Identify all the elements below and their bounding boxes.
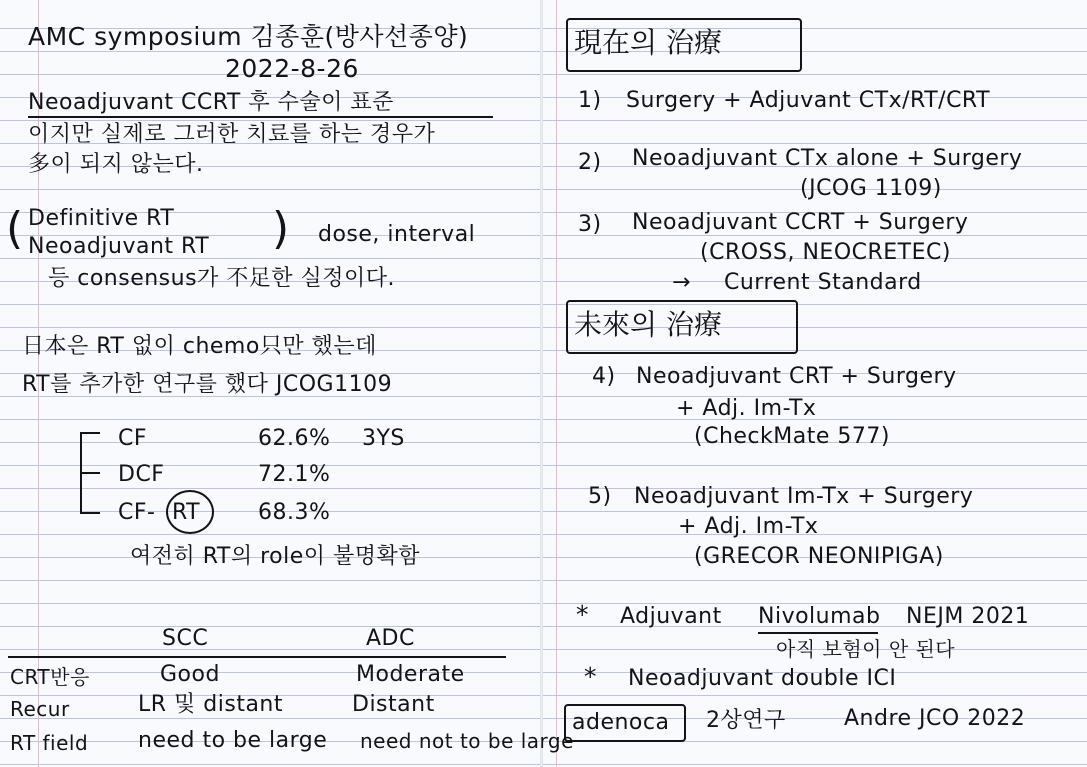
current-item-3-ref: (CROSS, NEOCRETEC) bbox=[700, 240, 951, 265]
jcog-line-1: 日本은 RT 없이 chemo只만 했는데 bbox=[22, 334, 377, 359]
current-item-2-ref: (JCOG 1109) bbox=[800, 176, 942, 201]
note-star-2: * bbox=[584, 662, 597, 691]
rt-consensus-line: 등 consensus가 不足한 실정이다. bbox=[48, 266, 396, 291]
section-current-title: 現在의 治療 bbox=[574, 26, 722, 59]
note-adenoca: adenoca bbox=[572, 710, 670, 735]
comparison-header-scc: SCC bbox=[162, 626, 209, 651]
note-star-1: * bbox=[576, 600, 589, 629]
header-date: 2022-8-26 bbox=[225, 54, 359, 83]
section-future-title: 未來의 治療 bbox=[574, 308, 722, 341]
conclusion-line: 여전히 RT의 role이 불명확함 bbox=[130, 544, 421, 569]
future-num-5: 5) bbox=[588, 484, 612, 509]
comparison-row-label: RT field bbox=[10, 731, 89, 755]
result-value-dcf: 72.1% bbox=[258, 462, 331, 487]
result-note-3ys: 3YS bbox=[362, 426, 405, 451]
future-item-4-ref: (CheckMate 577) bbox=[694, 424, 890, 449]
future-item-4: Neoadjuvant CRT + Surgery bbox=[636, 364, 957, 389]
comparison-cell: LR 및 distant bbox=[138, 692, 283, 717]
intro-underline bbox=[28, 116, 493, 118]
future-item-5-ref: (GRECOR NEONIPIGA) bbox=[694, 544, 944, 569]
comparison-cell: Distant bbox=[352, 692, 435, 717]
current-standard-label: Current Standard bbox=[724, 270, 922, 295]
future-num-4: 4) bbox=[592, 364, 616, 389]
future-item-4-adj: + Adj. Im-Tx bbox=[676, 396, 817, 421]
note-double-ici: Neoadjuvant double ICI bbox=[628, 666, 897, 691]
jcog-line-2: RT를 추가한 연구를 했다 JCOG1109 bbox=[22, 372, 393, 397]
comparison-row-label: Recur bbox=[10, 697, 70, 721]
result-arm-cf: CF bbox=[118, 426, 148, 451]
intro-line-2: 이지만 실제로 그러한 치료를 하는 경우가 bbox=[28, 122, 436, 147]
result-arm-cf-rt: CF- bbox=[118, 500, 156, 525]
current-item-1: Surgery + Adjuvant CTx/RT/CRT bbox=[626, 88, 991, 113]
rt-item-neoadjuvant: Neoadjuvant RT bbox=[28, 234, 210, 259]
nivolumab-underline bbox=[758, 632, 878, 634]
note-adjuvant-prefix: Adjuvant bbox=[620, 604, 722, 629]
note-insurance: 아직 보험이 안 된다 bbox=[776, 637, 956, 661]
results-bracket-top bbox=[80, 432, 100, 434]
rt-bracket-close: ) bbox=[272, 203, 290, 254]
comparison-row-label: CRT반응 bbox=[10, 665, 90, 689]
comparison-cell: need not to be large bbox=[360, 729, 574, 753]
rt-bracket-open: ( bbox=[6, 203, 24, 254]
result-value-cf: 62.6% bbox=[258, 426, 331, 451]
note-andre-ref: Andre JCO 2022 bbox=[844, 706, 1026, 731]
rt-dose-interval: dose, interval bbox=[318, 222, 476, 247]
intro-line-1: Neoadjuvant CCRT 후 수술이 표준 bbox=[28, 90, 394, 115]
note-phase2: 2상연구 bbox=[706, 708, 786, 733]
results-bracket-bottom bbox=[80, 512, 100, 514]
result-arm-rt-circled: RT bbox=[172, 500, 201, 525]
current-num-2: 2) bbox=[578, 150, 602, 175]
comparison-header-adc: ADC bbox=[366, 626, 415, 651]
note-nivolumab: Nivolumab bbox=[758, 604, 881, 629]
page-fold bbox=[540, 0, 543, 767]
comparison-cell: Moderate bbox=[356, 662, 465, 687]
rt-item-definitive: Definitive RT bbox=[28, 206, 175, 231]
current-item-2: Neoadjuvant CTx alone + Surgery bbox=[632, 146, 1023, 171]
intro-line-3: 多이 되지 않는다. bbox=[28, 152, 204, 177]
result-arm-dcf: DCF bbox=[118, 462, 165, 487]
result-value-cf-rt: 68.3% bbox=[258, 500, 331, 525]
current-standard-arrow: → bbox=[672, 270, 691, 295]
current-item-3: Neoadjuvant CCRT + Surgery bbox=[632, 210, 969, 235]
future-item-5-adj: + Adj. Im-Tx bbox=[678, 514, 819, 539]
comparison-header-rule bbox=[8, 656, 506, 658]
note-nejm: NEJM 2021 bbox=[906, 604, 1030, 629]
current-num-3: 3) bbox=[578, 212, 602, 237]
comparison-cell: need to be large bbox=[138, 728, 328, 753]
future-item-5: Neoadjuvant Im-Tx + Surgery bbox=[634, 484, 974, 509]
right-margin-line bbox=[556, 0, 557, 767]
header-title: AMC symposium 김종훈(방사선종양) bbox=[28, 22, 469, 51]
comparison-cell: Good bbox=[160, 662, 220, 687]
results-bracket-mid bbox=[80, 472, 100, 474]
current-num-1: 1) bbox=[578, 88, 602, 113]
